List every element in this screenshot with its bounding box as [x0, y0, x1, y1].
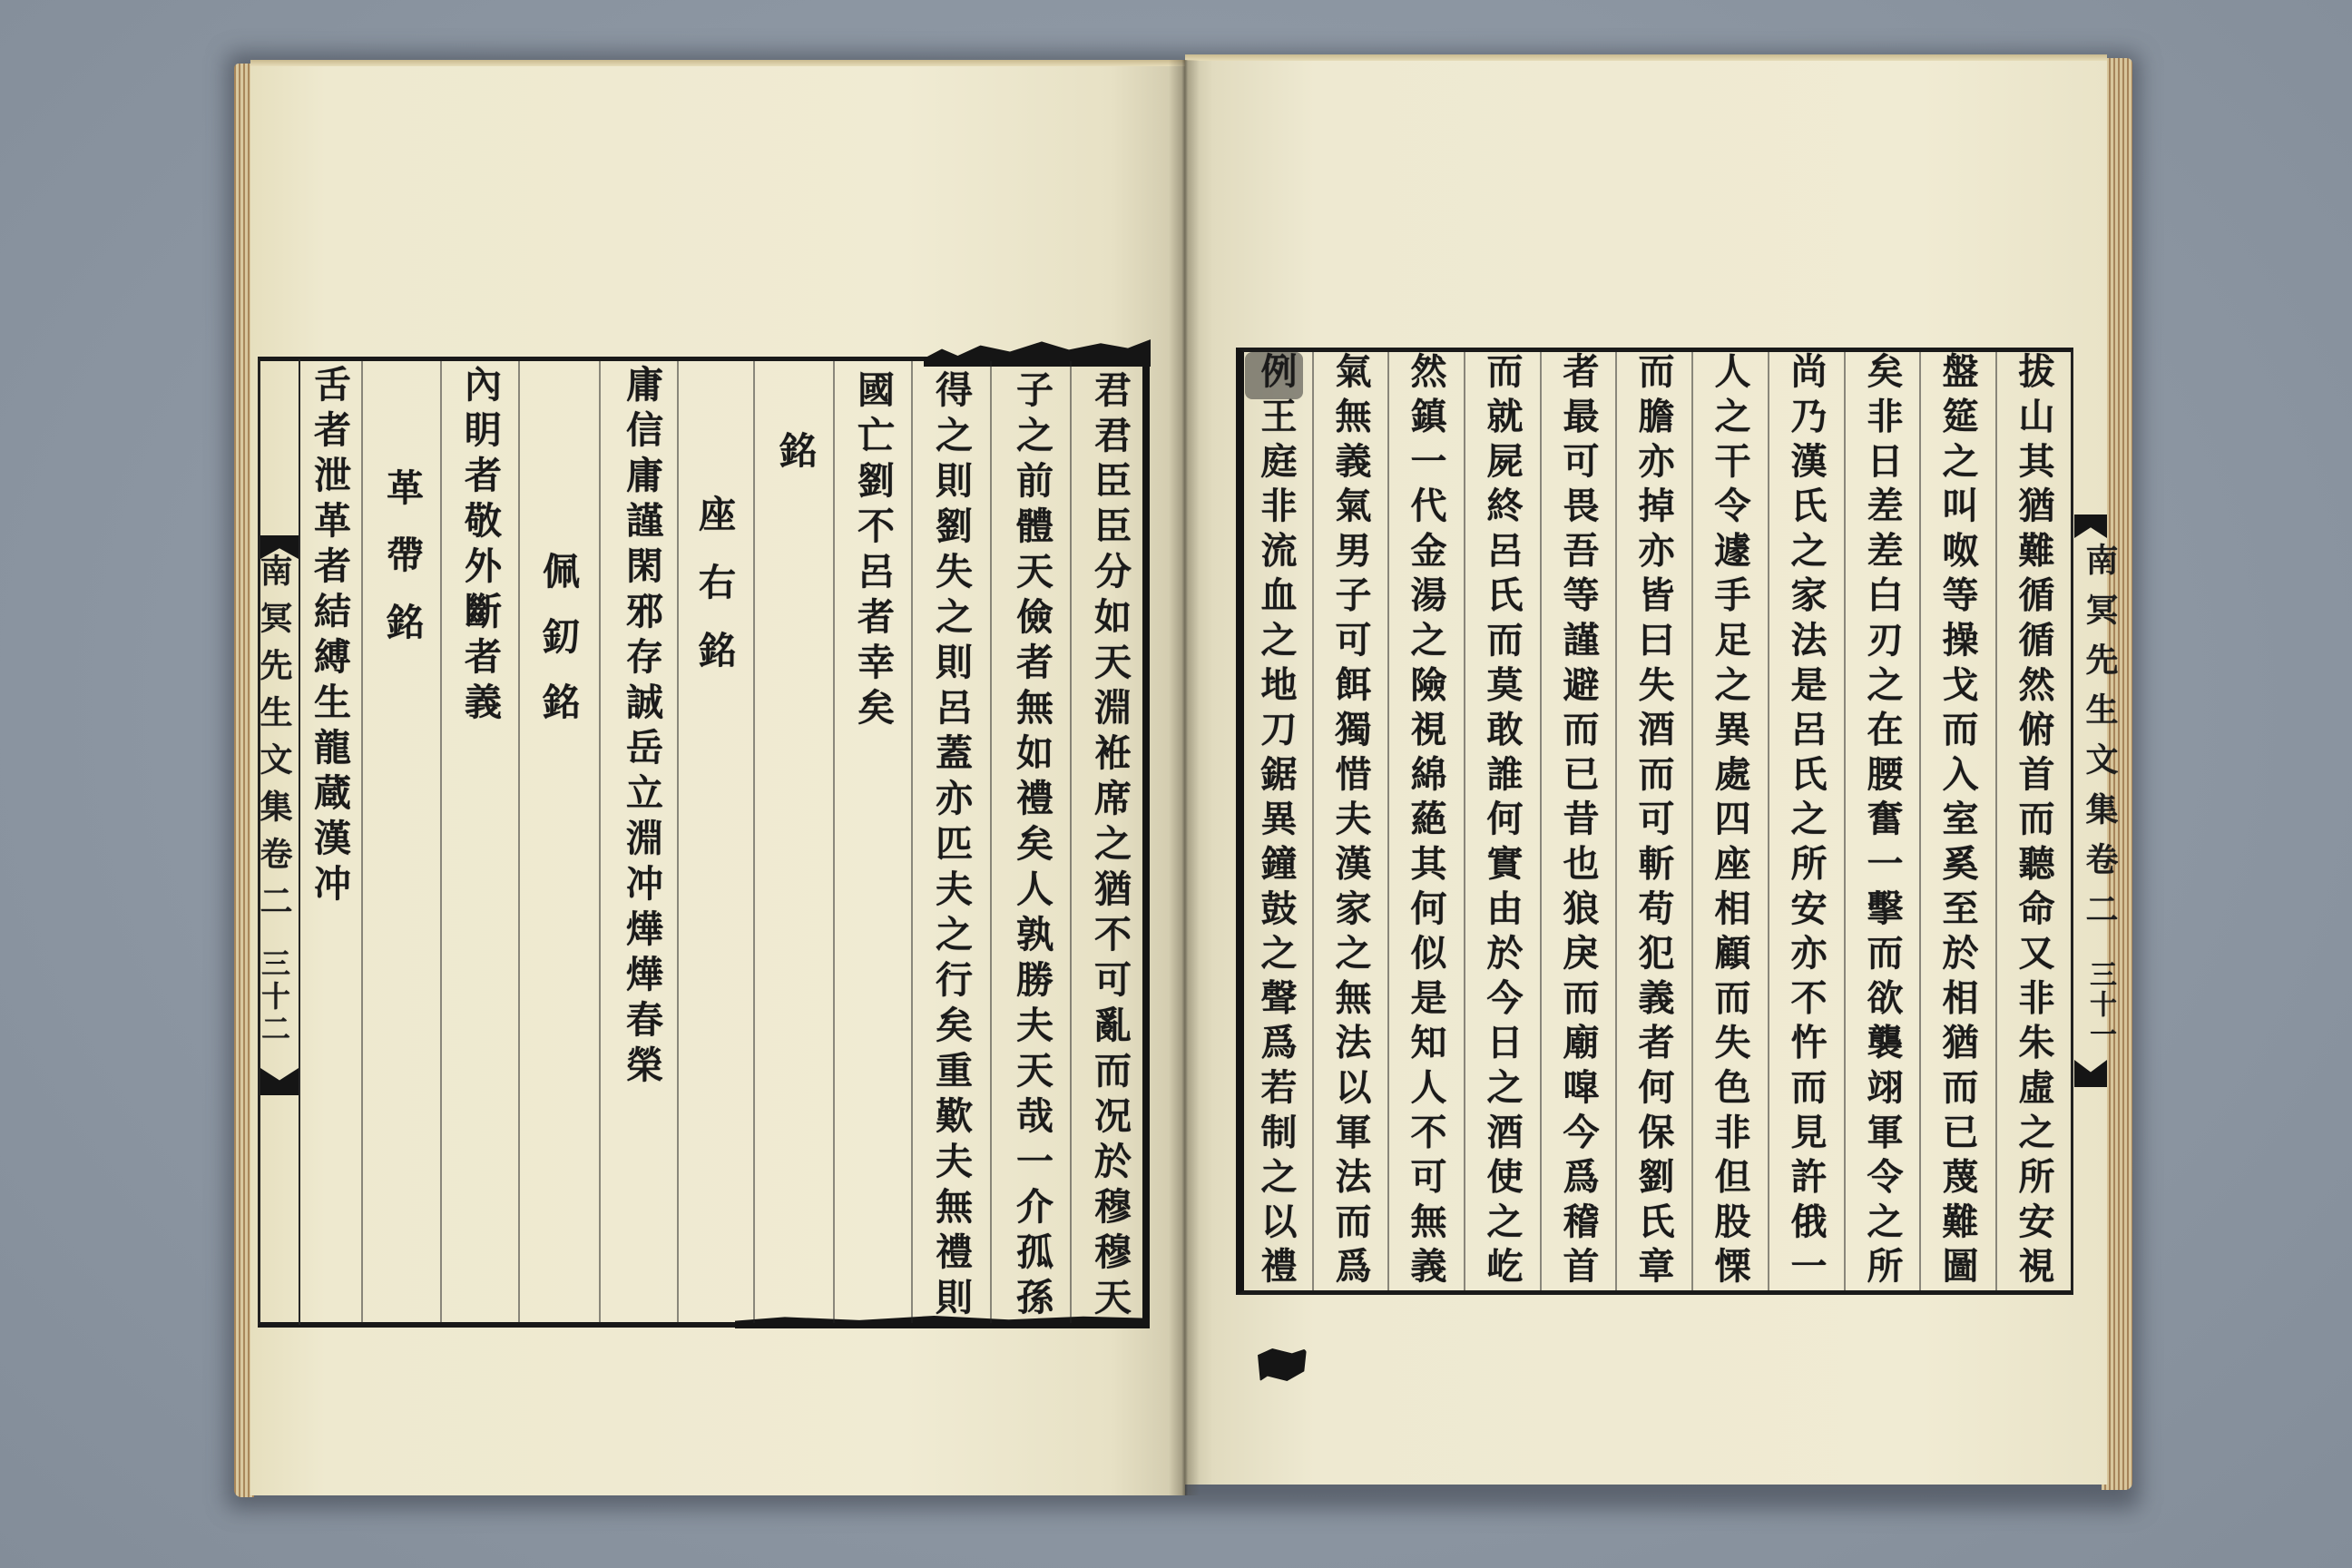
- text-column: 盤筵之叫呶等操戈而入室奚至於相猶而已蔑難圖: [1936, 352, 1979, 1292]
- text-column: 人之干令遽手足之異處四座相顧而失色非但股慄: [1709, 352, 1751, 1292]
- fishtail-mark-icon: [2074, 514, 2107, 538]
- text-column: 而就屍終呂氏而莫敢誰何實由於今日之酒使之屹: [1481, 352, 1524, 1292]
- text-column: 矣非日差差白刃之在腰奮一擊而欲襲翊軍令之所: [1861, 352, 1904, 1292]
- column-rule: [753, 361, 755, 1323]
- fold-page-number: 三十二: [257, 948, 291, 1046]
- text-column: 拔山其猶難循循然俯首而聽命又非朱虛之所安視: [2013, 352, 2055, 1292]
- left-page-fold: [255, 361, 299, 1323]
- right-page-top-edge: [1185, 54, 2107, 61]
- text-column: 國亡劉不呂者幸矣: [851, 370, 895, 733]
- text-column: 例王庭非流血之地刀鋸異鐘鼓之聲爲若制之以禮: [1255, 352, 1298, 1292]
- column-rule: [990, 361, 992, 1323]
- fold-page-number: 三十一: [2084, 960, 2116, 1050]
- text-column: 君君臣臣分如天淵袵席之猶不可亂而况於穆穆天: [1088, 370, 1132, 1323]
- column-rule: [361, 361, 363, 1323]
- column-rule: [518, 361, 520, 1323]
- column-rule: [599, 361, 601, 1323]
- section-heading: 銘: [773, 431, 817, 476]
- book-gutter: [1169, 60, 1200, 1495]
- inscription-title: 革帶銘: [380, 468, 424, 670]
- fishtail-mark-icon: [2074, 1060, 2107, 1087]
- fold-divider-line: [299, 359, 300, 1325]
- column-rule: [440, 361, 442, 1323]
- column-rule: [1070, 361, 1072, 1323]
- fold-book-title: 南冥先生文集卷二: [2081, 543, 2119, 942]
- inscription-text: 舌者泄革者結縛生龍蔵漢冲: [308, 365, 351, 909]
- text-column: 尚乃漢氏之家法是呂氏之所安亦不忤而見許俄一: [1785, 352, 1828, 1292]
- right-page-fold: [2074, 348, 2119, 1295]
- text-column: 子之前體天儉者無如禮矣人孰勝夫天哉一介孤孫: [1010, 370, 1054, 1323]
- inscription-title: 座右銘: [692, 495, 736, 699]
- column-rule: [911, 361, 913, 1323]
- inscription-text: 內眀者敬外斷者義: [458, 365, 502, 728]
- text-column: 氣無義氣男子可餌獨惜夫漢家之無法以軍法而爲: [1329, 352, 1372, 1292]
- text-column: 然鎮一代金湯之險視綿蕝其何似是知人不可無義: [1405, 352, 1447, 1292]
- inscription-text: 庸信庸謹閑邪存誠岳立淵冲燁燁春榮: [620, 365, 663, 1091]
- inscription-title: 佩釖銘: [536, 552, 580, 748]
- text-column: 者最可畏吾等謹避而已昔也狼戾而廟噑今爲稽首: [1557, 352, 1600, 1292]
- text-column: 而膽亦掉亦皆曰失酒而可斬苟犯義者何保劉氏章: [1632, 352, 1675, 1292]
- column-rule: [833, 361, 835, 1323]
- left-page-top-edge: [250, 60, 1185, 66]
- fold-book-title: 南冥先生文集卷二: [255, 554, 293, 931]
- fishtail-mark-icon: [260, 1068, 299, 1095]
- text-column: 得之則劉失之則呂蓋亦匹夫之行矣重歎夫無禮則: [929, 370, 973, 1323]
